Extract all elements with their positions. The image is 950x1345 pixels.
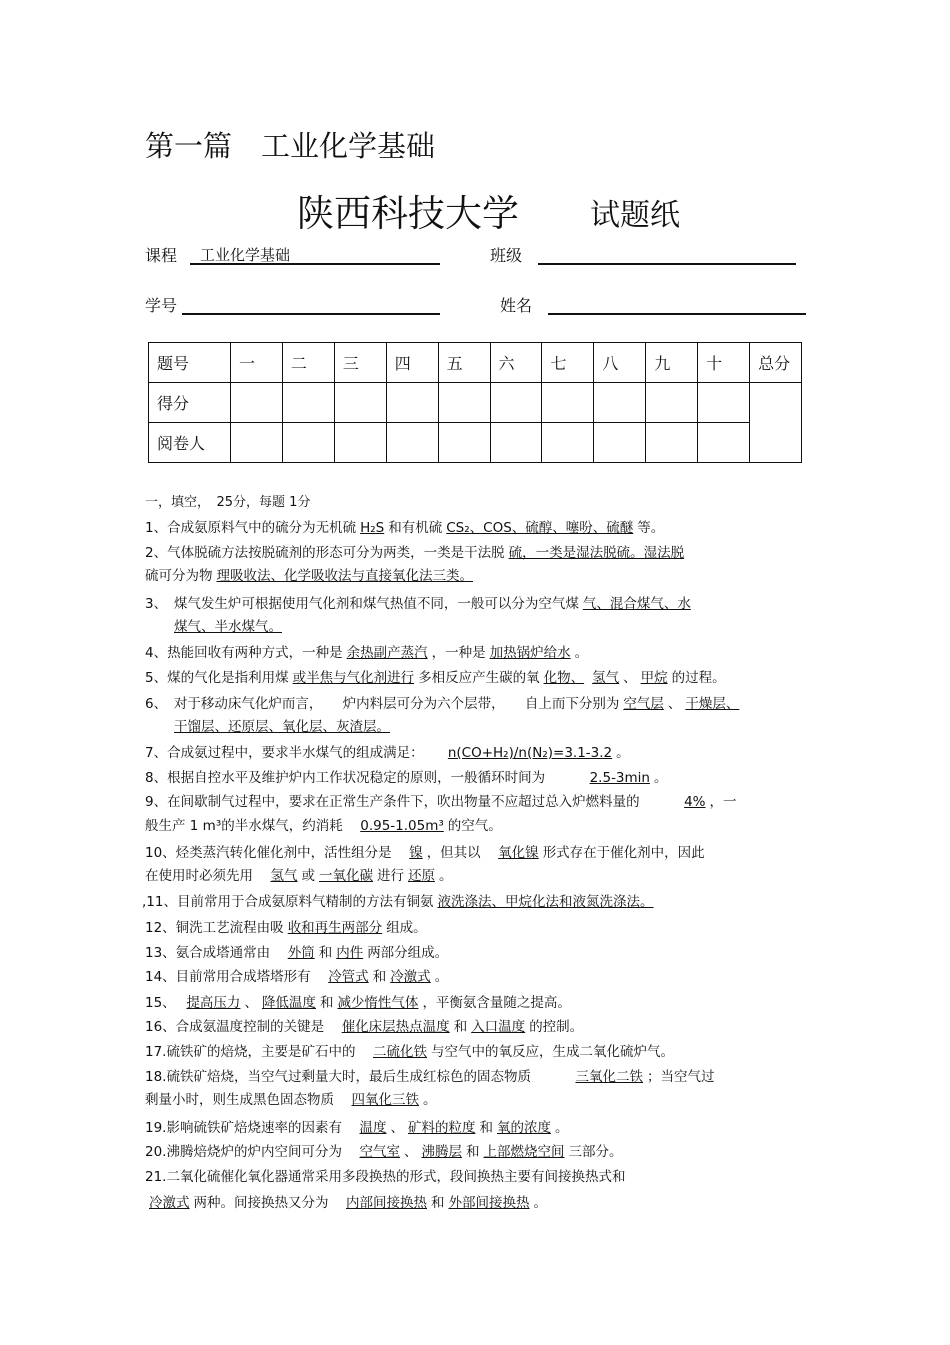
score-row bbox=[149, 383, 802, 423]
question-text: 多相反应产生碳的氧 bbox=[418, 670, 540, 686]
score-cell[interactable] bbox=[542, 383, 594, 423]
question-1 bbox=[145, 518, 664, 538]
question-21 bbox=[145, 1167, 625, 1187]
answer: 甲烷 bbox=[640, 670, 668, 686]
question-text: 和 bbox=[453, 1019, 468, 1035]
part-title: 第一篇 工业化学基础 bbox=[145, 129, 436, 163]
question-text: 组成。 bbox=[386, 920, 427, 936]
header-cell: 五 bbox=[438, 343, 490, 383]
question-9-cont bbox=[145, 816, 502, 836]
course-label: 课程 bbox=[145, 246, 178, 265]
question-2 bbox=[145, 543, 688, 563]
score-cell[interactable] bbox=[282, 383, 334, 423]
answer: 干燥层、 bbox=[685, 696, 740, 712]
answer: 硫，一类是湿法脱硫。湿法脱 bbox=[508, 545, 685, 561]
question-text: 和有机硫 bbox=[388, 520, 443, 536]
question-text: 和 bbox=[465, 1144, 480, 1160]
question-text: 19.影响硫铁矿焙烧速率的因素有 bbox=[145, 1120, 342, 1136]
question-text: ,11、目前常用于合成氨原料气精制的方法有铜氨 bbox=[142, 894, 434, 910]
answer: 氧化镍 bbox=[498, 845, 539, 861]
answer: 气、混合煤气、水 bbox=[582, 596, 691, 612]
answer: 四氧化三铁 bbox=[351, 1092, 419, 1108]
question-text: 3、 煤气发生炉可根据使用气化剂和煤气热值不同，一般可以分为空气煤 bbox=[145, 596, 579, 612]
question-text: 形式存在于催化剂中，因此 bbox=[542, 845, 705, 861]
answer: 煤气、半水煤气。 bbox=[174, 619, 282, 635]
question-19 bbox=[145, 1118, 568, 1138]
answer: 化物、 bbox=[543, 670, 585, 686]
question-text: 7、合成氨过程中，要求半水煤气的组成满足： bbox=[145, 745, 417, 761]
score-cell[interactable] bbox=[698, 383, 750, 423]
answer: 沸腾层 bbox=[421, 1144, 462, 1160]
question-text: 4、热能回收有两种方式，一种是 bbox=[145, 645, 343, 661]
question-text: 两种。间接换热又分为 bbox=[193, 1195, 329, 1211]
answer: 二硫化铁 bbox=[372, 1044, 427, 1060]
answer: 内部间接换热 bbox=[346, 1195, 427, 1211]
section-1-title: 一，填空， 25分，每题 1分 bbox=[145, 495, 311, 510]
question-13 bbox=[145, 943, 448, 963]
question-text: 或 bbox=[301, 868, 315, 884]
question-text: 的空气。 bbox=[447, 818, 502, 834]
score-cell[interactable] bbox=[386, 383, 438, 423]
student-id-field[interactable] bbox=[182, 313, 440, 315]
class-field[interactable] bbox=[538, 263, 796, 265]
answer: 温度 bbox=[359, 1120, 387, 1136]
answer: 理吸收法、化学吸收法与直接氧化法三类。 bbox=[216, 568, 473, 584]
answer: 还原 bbox=[408, 868, 435, 884]
question-text: 14、目前常用合成塔塔形有 bbox=[145, 969, 311, 985]
question-text: ，平衡氨含量随之提高。 bbox=[422, 995, 571, 1011]
question-text: 。 bbox=[439, 868, 453, 884]
answer: 氢气 bbox=[270, 868, 298, 884]
question-text: 和 bbox=[319, 995, 334, 1011]
question-17 bbox=[145, 1042, 674, 1062]
question-text: 、 bbox=[244, 995, 258, 1011]
question-text: 。 bbox=[616, 745, 630, 761]
question-text: 进行 bbox=[377, 868, 404, 884]
question-text: 20.沸腾焙烧炉的炉内空间可分为 bbox=[145, 1144, 342, 1160]
score-table bbox=[148, 342, 802, 463]
question-text: 5、煤的气化是指利用煤 bbox=[145, 670, 289, 686]
question-text: 15、 bbox=[145, 995, 169, 1011]
student-id-label: 学号 bbox=[145, 296, 178, 315]
header-cell: 八 bbox=[594, 343, 646, 383]
question-text: 般生产 1 m³的半水煤气，约消耗 bbox=[145, 818, 343, 834]
question-10-cont bbox=[145, 866, 453, 886]
answer: 空气室 bbox=[359, 1144, 400, 1160]
answer: 2.5-3min bbox=[589, 770, 650, 786]
header-cell: 题号 bbox=[149, 343, 231, 383]
reviewer-cell[interactable] bbox=[386, 423, 438, 463]
score-cell[interactable] bbox=[490, 383, 542, 423]
question-text: ，一 bbox=[709, 794, 737, 810]
question-12 bbox=[145, 918, 427, 938]
answer: 降低温度 bbox=[261, 995, 316, 1011]
name-field[interactable] bbox=[548, 313, 806, 315]
reviewer-cell[interactable] bbox=[542, 423, 594, 463]
answer: 加热锅炉给水 bbox=[489, 645, 571, 661]
answer: CS₂、COS、硫醇、噻吩、硫醚 bbox=[446, 520, 634, 536]
reviewer-cell[interactable] bbox=[698, 423, 750, 463]
answer: 镍 bbox=[409, 845, 423, 861]
question-11 bbox=[142, 892, 657, 912]
question-text: 和 bbox=[479, 1120, 493, 1136]
answer: 或半焦与气化剂进行 bbox=[292, 670, 415, 686]
total-score-cell[interactable] bbox=[750, 383, 802, 463]
question-4 bbox=[145, 643, 588, 663]
reviewer-cell[interactable] bbox=[438, 423, 490, 463]
question-text: 、 bbox=[390, 1120, 404, 1136]
question-text: 12、铜洗工艺流程由吸 bbox=[145, 920, 284, 936]
answer: n(CO+H₂)/n(N₂)=3.1-3.2 bbox=[447, 745, 613, 761]
score-cell[interactable] bbox=[594, 383, 646, 423]
answer: 氧的浓度 bbox=[496, 1120, 551, 1136]
question-text: 。 bbox=[434, 969, 449, 985]
reviewer-cell[interactable] bbox=[282, 423, 334, 463]
question-text: 剩量小时，则生成黑色固态物质 bbox=[145, 1092, 334, 1108]
question-3 bbox=[145, 594, 695, 614]
header-cell: 三 bbox=[334, 343, 386, 383]
question-text: 。 bbox=[574, 645, 589, 661]
question-text: 、 bbox=[667, 696, 682, 712]
answer: 外筒 bbox=[287, 945, 315, 961]
answer: 干馏层、还原层、氧化层、灰渣层。 bbox=[174, 719, 390, 735]
answer: 催化床层热点温度 bbox=[341, 1019, 450, 1035]
answer: 三氧化二铁 bbox=[575, 1069, 643, 1085]
answer: 减少惰性气体 bbox=[337, 995, 419, 1011]
question-text: 和 bbox=[431, 1195, 445, 1211]
question-text: 、 bbox=[623, 670, 637, 686]
question-text: 。 bbox=[554, 1120, 569, 1136]
answer: 冷激式 bbox=[390, 969, 431, 985]
header-cell: 九 bbox=[646, 343, 698, 383]
answer: 冷激式 bbox=[149, 1195, 190, 1211]
question-6-cont bbox=[170, 717, 394, 737]
course-value: 工业化学基础 bbox=[200, 246, 291, 264]
answer: 内件 bbox=[336, 945, 364, 961]
question-3-cont bbox=[170, 617, 286, 637]
question-text: 9、在间歇制气过程中，要求在正常生产条件下，吹出物量不应超过总入炉燃料量的 bbox=[145, 794, 640, 810]
question-text: 6、 对于移动床气化炉而言， 炉内料层可分为六个层带， 自上而下分别为 bbox=[145, 696, 620, 712]
header-cell: 二 bbox=[282, 343, 334, 383]
score-cell[interactable] bbox=[231, 383, 283, 423]
score-row-label: 得分 bbox=[149, 383, 231, 423]
score-cell[interactable] bbox=[438, 383, 490, 423]
answer: 外部间接换热 bbox=[448, 1195, 530, 1211]
question-text: 。 bbox=[533, 1195, 547, 1211]
answer: 上部燃烧空间 bbox=[483, 1144, 565, 1160]
answer: 矿料的粒度 bbox=[407, 1120, 476, 1136]
question-text: 16、合成氨温度控制的关键是 bbox=[145, 1019, 325, 1035]
question-text: 与空气中的氧反应，生成二氧化硫炉气。 bbox=[430, 1044, 674, 1060]
answer: 收和再生两部分 bbox=[287, 920, 383, 936]
answer: H₂S bbox=[360, 520, 385, 536]
question-text: 两部分组成。 bbox=[367, 945, 449, 961]
answer: 0.95-1.05m³ bbox=[360, 818, 444, 834]
question-text: 10、烃类蒸汽转化催化剂中，活性组分是 bbox=[145, 845, 392, 861]
question-2-cont bbox=[145, 566, 477, 586]
question-text: 在使用时必须先用 bbox=[145, 868, 253, 884]
header-cell: 一 bbox=[231, 343, 283, 383]
question-18-cont bbox=[145, 1090, 437, 1110]
question-text: ，一种是 bbox=[431, 645, 486, 661]
question-text: 。 bbox=[423, 1092, 437, 1108]
class-label: 班级 bbox=[490, 246, 523, 265]
question-text: 1、合成氨原料气中的硫分为无机硫 bbox=[145, 520, 357, 536]
question-text: ，但其以 bbox=[426, 845, 481, 861]
question-9 bbox=[145, 792, 737, 812]
answer: 余热副产蒸汽 bbox=[346, 645, 428, 661]
question-10 bbox=[145, 843, 705, 863]
question-6 bbox=[145, 694, 743, 714]
answer: 一氧化碳 bbox=[319, 868, 373, 884]
question-text: 。 bbox=[653, 770, 668, 786]
header-cell: 四 bbox=[386, 343, 438, 383]
question-text: ；当空气过 bbox=[646, 1069, 715, 1085]
question-text: 三部分。 bbox=[568, 1144, 623, 1160]
header-cell: 总分 bbox=[750, 343, 802, 383]
answer: 入口温度 bbox=[471, 1019, 526, 1035]
question-16 bbox=[145, 1017, 583, 1037]
reviewer-cell[interactable] bbox=[594, 423, 646, 463]
question-20 bbox=[145, 1142, 622, 1162]
answer: 空气层 bbox=[623, 696, 664, 712]
question-text: 18.硫铁矿焙烧，当空气过剩量大时，最后生成红棕色的固态物质 bbox=[145, 1069, 531, 1085]
paper-title: 试题纸 bbox=[590, 198, 680, 233]
answer: 氢气 bbox=[592, 670, 620, 686]
score-cell[interactable] bbox=[334, 383, 386, 423]
question-text: 8、根据自控水平及维护炉内工作状况稳定的原则，一般循环时间为 bbox=[145, 770, 546, 786]
question-18 bbox=[145, 1067, 714, 1087]
question-text: 等。 bbox=[637, 520, 665, 536]
reviewer-cell[interactable] bbox=[646, 423, 698, 463]
header-cell: 十 bbox=[698, 343, 750, 383]
header-cell: 七 bbox=[542, 343, 594, 383]
question-15 bbox=[145, 993, 571, 1013]
question-text: 17.硫铁矿的焙烧，主要是矿石中的 bbox=[145, 1044, 356, 1060]
name-label: 姓名 bbox=[500, 296, 533, 315]
question-5 bbox=[145, 668, 726, 688]
answer: 提高压力 bbox=[186, 995, 241, 1011]
school-name: 陕西科技大学 bbox=[297, 192, 519, 235]
question-text: 21.二氧化硫催化氧化器通常采用多段换热的形式，段间换热主要有间接换热式和 bbox=[145, 1169, 626, 1185]
question-text: 、 bbox=[403, 1144, 418, 1160]
answer: 液洗涤法、甲烷化法和液氮洗涤法。 bbox=[437, 894, 654, 910]
score-table-header-row bbox=[149, 343, 802, 383]
question-text: 2、气体脱硫方法按脱硫剂的形态可分为两类，一类是干法脱 bbox=[145, 545, 505, 561]
question-text: 的控制。 bbox=[529, 1019, 584, 1035]
reviewer-cell[interactable] bbox=[334, 423, 386, 463]
reviewer-row-label: 阅卷人 bbox=[149, 423, 231, 463]
question-7 bbox=[145, 743, 630, 763]
reviewer-row bbox=[149, 423, 802, 463]
question-text: 和 bbox=[372, 969, 387, 985]
answer: 冷管式 bbox=[328, 969, 369, 985]
reviewer-cell[interactable] bbox=[490, 423, 542, 463]
question-8 bbox=[145, 768, 667, 788]
question-text: 硫可分为物 bbox=[145, 568, 213, 584]
question-21-cont bbox=[145, 1193, 547, 1213]
question-text: 的过程。 bbox=[671, 670, 726, 686]
question-text: 和 bbox=[318, 945, 333, 961]
question-text: 13、氨合成塔通常由 bbox=[145, 945, 271, 961]
header-cell: 六 bbox=[490, 343, 542, 383]
answer: 4% bbox=[684, 794, 706, 810]
reviewer-cell[interactable] bbox=[231, 423, 283, 463]
question-14 bbox=[145, 967, 448, 987]
score-cell[interactable] bbox=[646, 383, 698, 423]
